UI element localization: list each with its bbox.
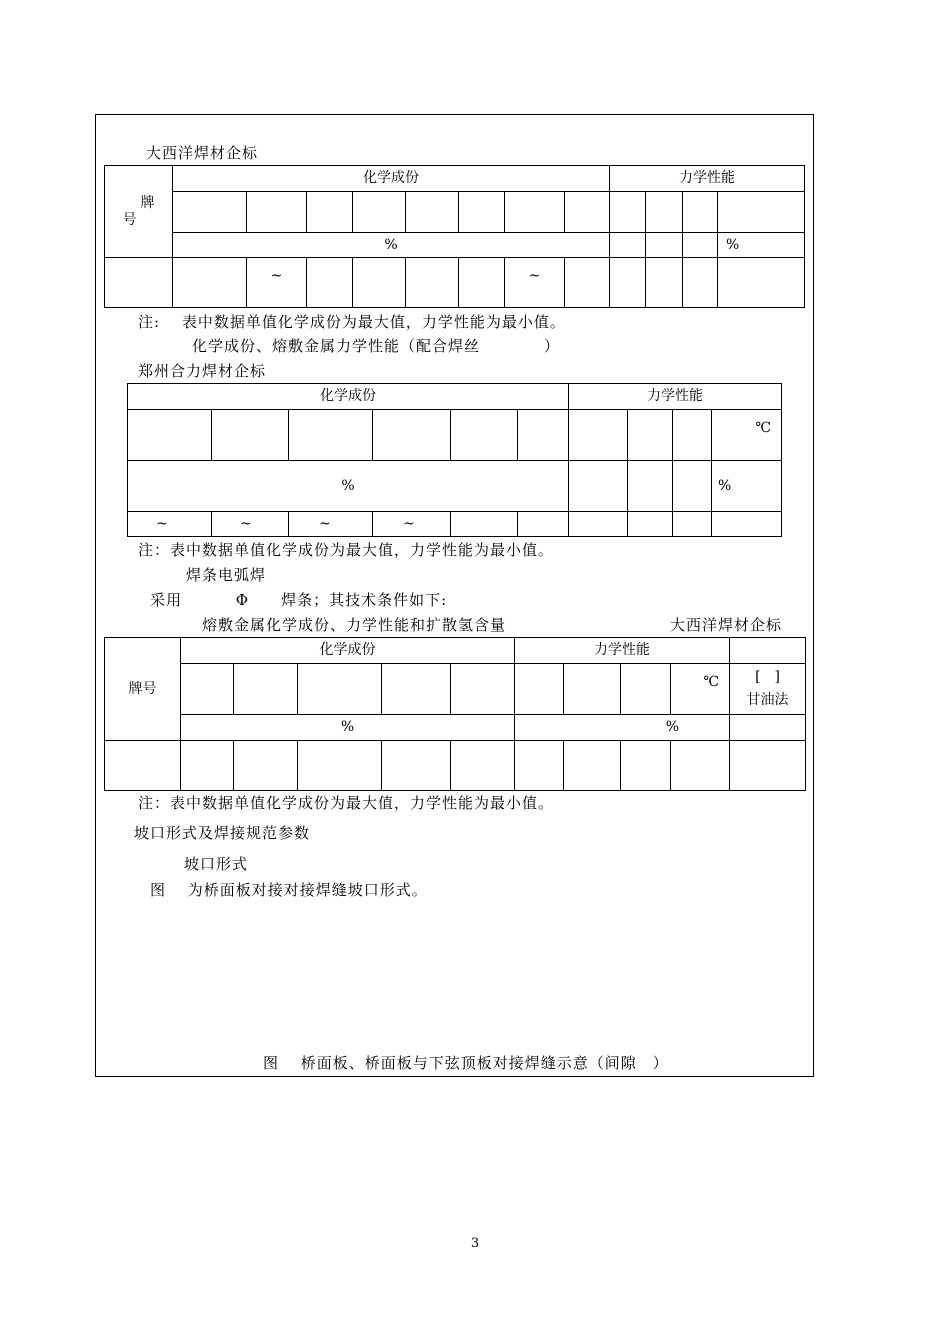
unit-percent-chem: %	[173, 233, 610, 258]
tilde: ~	[505, 258, 565, 308]
tilde: ~	[373, 512, 451, 537]
section3-adopt-line: 采用 Φ 焊条；其技术条件如下:	[150, 591, 448, 609]
section3-caption: 熔敷金属化学成份、力学性能和扩散氢含量	[202, 616, 507, 634]
tilde: ~	[212, 512, 289, 537]
brand-cell: 牌号	[105, 638, 181, 741]
brand-cell: 牌 号	[105, 166, 173, 258]
chem-header: 化学成份	[128, 384, 569, 410]
mech-header: 力学性能	[610, 166, 805, 192]
hydrogen-cell: [ ] 甘油法	[730, 664, 806, 715]
unit-percent-chem: %	[181, 715, 515, 741]
chem-header: 化学成份	[181, 638, 515, 664]
section1-title: 大西洋焊材企标	[146, 144, 259, 162]
section2-table	[127, 383, 782, 537]
section2-title: 郑州合力焊材企标	[138, 362, 267, 380]
section3-caption-right: 大西洋焊材企标	[670, 616, 783, 634]
section4-sub: 坡口形式	[184, 855, 249, 873]
page-number: 3	[470, 1236, 480, 1251]
unit-percent-chem: %	[128, 461, 569, 512]
unit-celsius: ℃	[712, 410, 782, 461]
section1-next-caption: 化学成份、熔敷金属力学性能（配合焊丝 ）	[192, 337, 561, 355]
section2-note: 注：表中数据单值化学成份为最大值，力学性能为最小值。	[138, 541, 555, 559]
section4-heading: 坡口形式及焊接规范参数	[134, 824, 311, 842]
tilde: ~	[128, 512, 212, 537]
section3-table	[104, 637, 806, 791]
unit-celsius: ℃	[671, 664, 730, 715]
section3-heading: 焊条电弧焊	[186, 566, 267, 584]
unit-percent-mech: %	[718, 233, 805, 258]
mech-header: 力学性能	[515, 638, 730, 664]
section4-fig-ref: 图 为桥面板对接对接焊缝坡口形式。	[150, 881, 428, 899]
chem-header: 化学成份	[173, 166, 610, 192]
unit-percent-mech: %	[712, 461, 782, 512]
tilde: ~	[247, 258, 307, 308]
section3-note: 注：表中数据单值化学成份为最大值，力学性能为最小值。	[138, 794, 555, 812]
section1-note: 注: 表中数据单值化学成份为最大值，力学性能为最小值。	[138, 313, 566, 331]
unit-percent-mech: %	[515, 715, 730, 741]
section1-table	[104, 165, 805, 308]
figure-caption: 图 桥面板、桥面板与下弦顶板对接焊缝示意（间隙 ）	[263, 1054, 669, 1072]
mech-header: 力学性能	[569, 384, 782, 410]
tilde: ~	[289, 512, 373, 537]
